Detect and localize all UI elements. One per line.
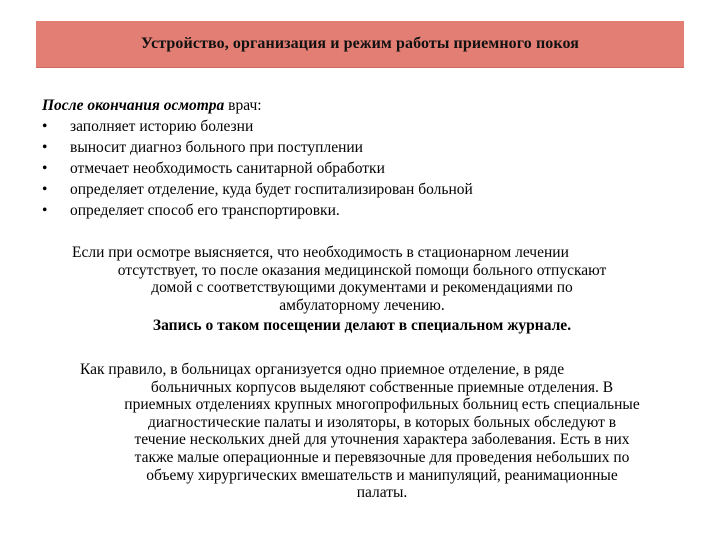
paragraph-line: палаты. xyxy=(356,484,408,502)
list-item xyxy=(42,200,473,221)
paragraph-line: Как правило, в больницах организуется одно приемное отделение, в ряде xyxy=(80,361,565,378)
paragraph-line: течение нескольких дней для уточнения характера заболевания. Есть в них xyxy=(134,431,630,449)
paragraph-line: больничных корпусов выделяют собственные приемные отделения. В xyxy=(150,378,614,396)
paragraph-line: домой с соответствующими документами и рекомендациями по xyxy=(151,279,573,297)
duties-list xyxy=(42,116,473,221)
bullet-icon: • xyxy=(42,139,48,156)
list-item-text: определяет отделение, куда будет госпитализирован больной xyxy=(70,181,473,198)
intro-lead: После окончания осмотра xyxy=(42,97,225,114)
intro-rest: врач: xyxy=(224,97,262,114)
paragraph-line: приемных отделениях крупных многопрофильных больниц есть специальные xyxy=(124,396,640,414)
list-item xyxy=(42,137,473,158)
list-item xyxy=(42,116,473,137)
title-banner xyxy=(36,21,684,68)
paragraph-departments xyxy=(62,361,702,502)
paragraph-outpatient xyxy=(62,244,662,314)
list-item xyxy=(42,179,473,200)
paragraph-line: Если при осмотре выясняется, что необходимость в стационарном лечении xyxy=(72,244,569,261)
bullet-icon: • xyxy=(42,118,48,135)
bullet-icon: • xyxy=(42,181,48,198)
list-item-text: заполняет историю болезни xyxy=(70,118,254,135)
list-item-text: отмечает необходимость санитарной обработки xyxy=(70,160,385,177)
paragraph-line: амбулаторному лечению. xyxy=(279,296,445,314)
journal-note: Запись о таком посещении делают в специальном журнале. xyxy=(152,317,572,334)
paragraph-line: отсутствует, то после оказания медицинской помощи больного отпускают xyxy=(117,261,607,279)
list-item-text: выносит диагноз больного при поступлении xyxy=(70,139,363,156)
slide-title: Устройство, организация и режим работы приемного покоя xyxy=(140,35,580,52)
paragraph-line: также малые операционные и перевязочные для проведения небольших по xyxy=(134,448,630,466)
intro-line xyxy=(42,95,262,116)
list-item xyxy=(42,158,473,179)
bullet-icon: • xyxy=(42,202,48,219)
paragraph-line: объему хирургических вмешательств и манипуляций, реанимационные xyxy=(146,466,618,484)
list-item-text: определяет способ его транспортировки. xyxy=(70,202,340,219)
bullet-icon: • xyxy=(42,160,48,177)
paragraph-line: диагностические палаты и изоляторы, в которых больных обследуют в xyxy=(147,413,617,431)
